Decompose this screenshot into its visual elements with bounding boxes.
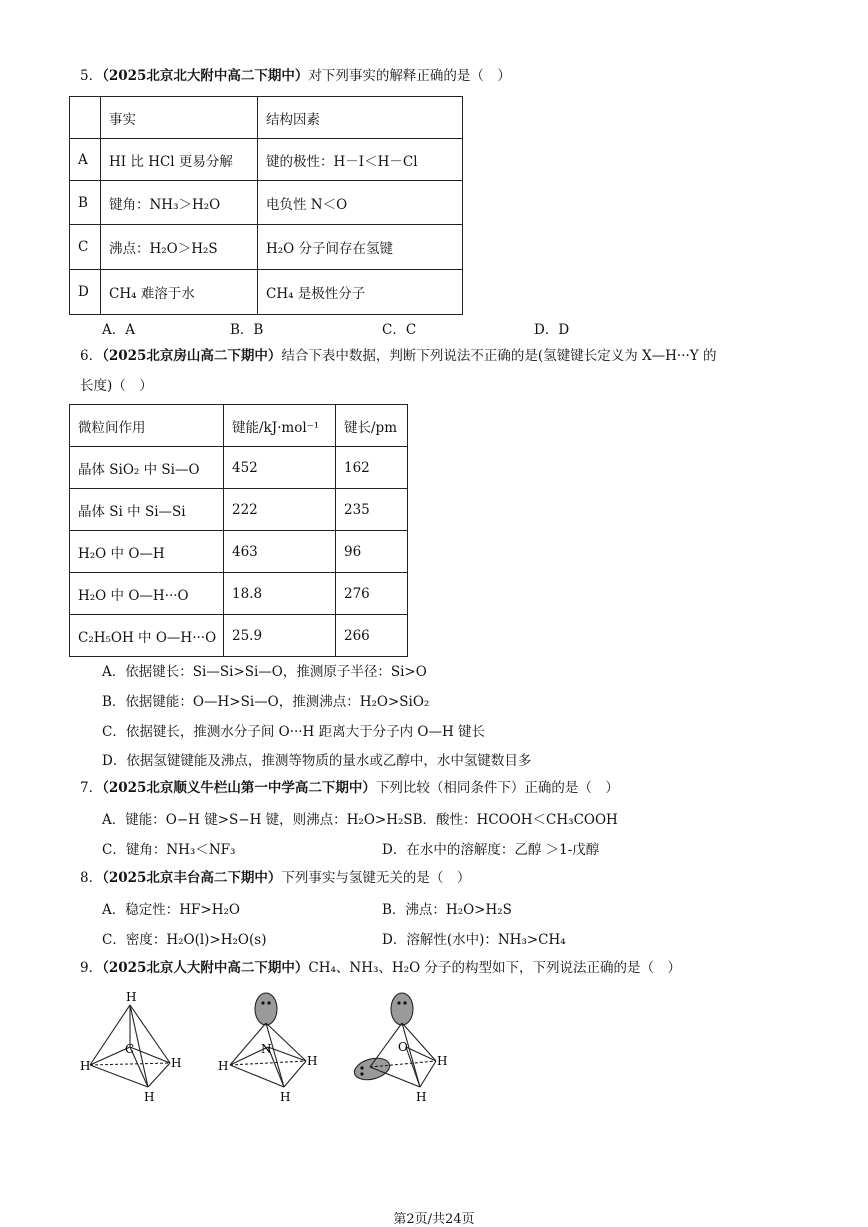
h2o-bent <box>352 993 436 1087</box>
nh3-pyramid <box>230 993 306 1087</box>
q8-option-b[interactable]: B．沸点：H₂O>H₂S <box>382 902 512 918</box>
q6-cell-energy: 463 <box>224 531 336 573</box>
q6-header-energy: 键能/kJ·mol⁻¹ <box>224 405 336 447</box>
page-footer: 第2页/共24页 <box>393 1212 475 1227</box>
q6-cell-length: 266 <box>336 615 408 657</box>
ch4-label-top: H <box>126 990 137 1004</box>
q5-option-b[interactable]: B．B <box>230 322 264 338</box>
q5-row-label: D <box>70 270 101 315</box>
q5-stem: 对下列事实的解释正确的是（ ） <box>308 68 511 84</box>
nh3-label-bottom: H <box>280 1090 291 1104</box>
q5-row-reason: 键的极性：H－I＜H－Cl <box>258 139 463 181</box>
q5-source: （2025北京北大附中高二下期中） <box>102 68 309 84</box>
q5-row <box>70 225 463 270</box>
h2o-label-bottom: H <box>416 1090 427 1104</box>
q9-heading <box>80 958 681 978</box>
molecule-geometry-figure <box>70 985 470 1105</box>
q5-row-fact: 键角：NH₃＞H₂O <box>101 181 258 225</box>
nh3-label-left: H <box>218 1059 229 1073</box>
q5-number: 5． <box>80 68 103 84</box>
q9-source: （2025北京人大附中高二下期中） <box>102 960 309 976</box>
h2o-lone-pair-dot <box>397 1001 400 1004</box>
ch4-label-right: H <box>171 1056 182 1070</box>
q5-row-fact: CH₄ 难溶于水 <box>101 270 258 315</box>
q6-row <box>70 531 408 573</box>
q6-row <box>70 447 408 489</box>
q6-option-a[interactable]: A．依据键长：Si—Si>Si—O，推测原子半径：Si>O <box>102 664 427 680</box>
q5-row-label: A <box>70 139 101 181</box>
q5-row-label: B <box>70 181 101 225</box>
q6-source: （2025北京房山高二下期中） <box>102 348 282 364</box>
q6-cell-energy: 18.8 <box>224 573 336 615</box>
q6-cell-length: 162 <box>336 447 408 489</box>
q8-stem: 下列事实与氢键无关的是（ ） <box>281 870 471 886</box>
q6-cell-length: 276 <box>336 573 408 615</box>
h2o-lone-pair-dot <box>360 1066 363 1069</box>
q5-header-blank <box>70 97 101 139</box>
q6-cell-interaction: 晶体 Si 中 Si—Si <box>70 489 224 531</box>
ch4-label-bottom: H <box>144 1090 155 1104</box>
q6-row <box>70 573 408 615</box>
q6-header-interaction: 微粒间作用 <box>70 405 224 447</box>
q6-number: 6． <box>80 348 103 364</box>
q8-option-c[interactable]: C．密度：H₂O(l)>H₂O(s) <box>102 932 267 948</box>
nh3-label-center: N <box>261 1042 272 1056</box>
q6-option-c[interactable]: C．依据键长，推测水分子间 O···H 距离大于分子内 O—H 键长 <box>102 724 486 740</box>
q6-heading <box>80 346 716 366</box>
q6-option-d[interactable]: D．依据氢键键能及沸点，推测等物质的量水或乙醇中，水中氢键数目多 <box>102 753 532 769</box>
q6-stem-line2: 长度)（ ） <box>80 378 153 394</box>
q5-row-reason: CH₄ 是极性分子 <box>258 270 463 315</box>
q7-option-ab[interactable]: A．键能：O−H 键>S−H 键，则沸点：H₂O>H₂SB．酸性：HCOOH＜CH₃COOH <box>102 812 618 828</box>
q8-heading <box>80 868 470 888</box>
q7-source: （2025北京顺义牛栏山第一中学高二下期中） <box>102 780 376 796</box>
q6-option-b[interactable]: B．依据键能：O—H>Si—O，推测沸点：H₂O>SiO₂ <box>102 694 430 710</box>
q6-cell-interaction: H₂O 中 O—H <box>70 531 224 573</box>
q7-stem: 下列比较（相同条件下）正确的是（ ） <box>375 780 619 796</box>
q5-table <box>69 96 463 315</box>
q5-option-c[interactable]: C．C <box>382 322 417 338</box>
q6-cell-length: 235 <box>336 489 408 531</box>
ch4-label-center: C <box>125 1042 135 1056</box>
q5-row-label: C <box>70 225 101 270</box>
q6-cell-energy: 452 <box>224 447 336 489</box>
q5-row <box>70 181 463 225</box>
q7-heading <box>80 778 619 798</box>
q5-option-a[interactable]: A．A <box>102 322 135 338</box>
q5-row-fact: 沸点：H₂O＞H₂S <box>101 225 258 270</box>
q5-header-reason: 结构因素 <box>258 97 463 139</box>
h2o-lone-pair-dot <box>403 1001 406 1004</box>
q8-option-d[interactable]: D．溶解性(水中)：NH₃>CH₄ <box>382 932 566 948</box>
nh3-lone-pair-dot <box>261 1001 264 1004</box>
q5-header-fact: 事实 <box>101 97 258 139</box>
ch4-label-left: H <box>80 1059 91 1073</box>
q5-row-reason: 电负性 N＜O <box>258 181 463 225</box>
q6-cell-interaction: 晶体 SiO₂ 中 Si—O <box>70 447 224 489</box>
q6-table <box>69 404 408 657</box>
q6-stem-line1: 结合下表中数据，判断下列说法不正确的是(氢键键长定义为 X—H···Y 的 <box>281 348 717 364</box>
h2o-label-center: O <box>398 1040 408 1054</box>
q6-header-length: 键长/pm <box>336 405 408 447</box>
h2o-label-right: H <box>437 1054 448 1068</box>
q5-row <box>70 270 463 315</box>
q8-option-a[interactable]: A．稳定性：HF>H₂O <box>102 902 240 918</box>
q7-option-d[interactable]: D．在水中的溶解度：乙醇 ＞1-戊醇 <box>382 842 600 858</box>
q6-cell-interaction: C₂H₅OH 中 O—H···O <box>70 615 224 657</box>
q6-cell-interaction: H₂O 中 O—H···O <box>70 573 224 615</box>
q6-row <box>70 615 408 657</box>
q6-cell-length: 96 <box>336 531 408 573</box>
q9-stem: CH₄、NH₃、H₂O 分子的构型如下，下列说法正确的是（ ） <box>308 960 681 976</box>
nh3-lone-pair-dot <box>267 1001 270 1004</box>
q6-cell-energy: 25.9 <box>224 615 336 657</box>
q5-heading <box>80 66 511 86</box>
nh3-label-right: H <box>307 1054 318 1068</box>
q8-source: （2025北京丰台高二下期中） <box>102 870 282 886</box>
q7-number: 7． <box>80 780 103 796</box>
q6-cell-energy: 222 <box>224 489 336 531</box>
q5-row-reason: H₂O 分子间存在氢键 <box>258 225 463 270</box>
h2o-lone-pair-dot <box>360 1072 363 1075</box>
q8-number: 8． <box>80 870 103 886</box>
q5-row <box>70 139 463 181</box>
q5-option-d[interactable]: D．D <box>534 322 570 338</box>
q7-option-c[interactable]: C．键角：NH₃＜NF₃ <box>102 842 236 858</box>
q5-row-fact: HI 比 HCl 更易分解 <box>101 139 258 181</box>
q9-number: 9． <box>80 960 103 976</box>
q6-row <box>70 489 408 531</box>
